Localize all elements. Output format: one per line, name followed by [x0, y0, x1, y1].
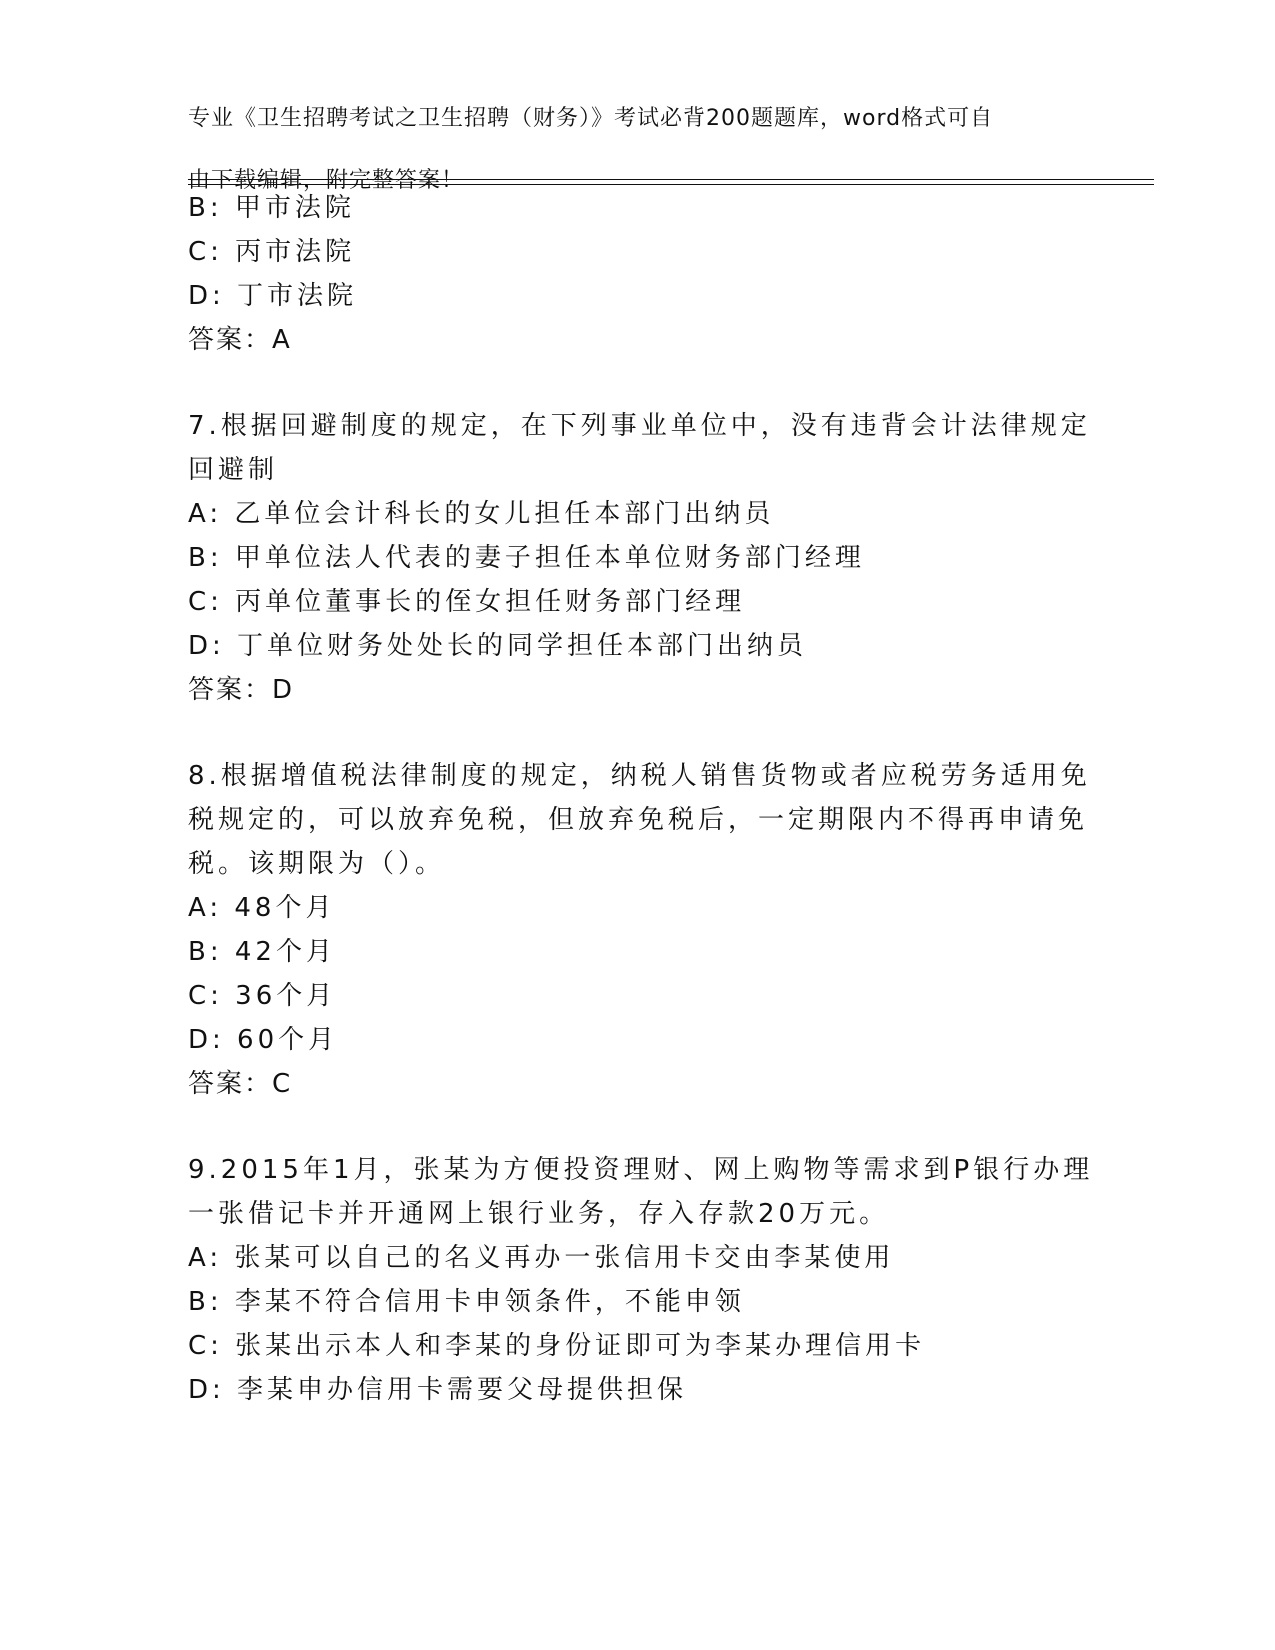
prev-option-c: C: 丙市法院	[188, 237, 356, 267]
q9-text-line-2: 一张借记卡并开通网上银行业务，存入存款20万元。	[188, 1199, 890, 1229]
q9-option-d: D: 李某申办信用卡需要父母提供担保	[188, 1375, 688, 1405]
q8-text-line-2: 税规定的，可以放弃免税，但放弃免税后，一定期限内不得再申请免	[188, 805, 1089, 835]
header-line-1: 专业《卫生招聘考试之卫生招聘（财务）》考试必背200题题库，word格式可自	[188, 106, 994, 131]
header-divider-top	[188, 179, 1154, 180]
q8-option-b: B: 42个月	[188, 937, 336, 967]
prev-option-b: B: 甲市法院	[188, 193, 355, 223]
q9-option-a: A: 张某可以自己的名义再办一张信用卡交由李某使用	[188, 1243, 895, 1273]
q9-option-c: C: 张某出示本人和李某的身份证即可为李某办理信用卡	[188, 1331, 926, 1361]
q7-answer: 答案：D	[188, 675, 295, 705]
q7-option-a: A: 乙单位会计科长的女儿担任本部门出纳员	[188, 499, 775, 529]
q8-text-line-3: 税。该期限为（）。	[188, 849, 446, 879]
prev-answer: 答案：A	[188, 325, 292, 355]
header-line-2: 由下载编辑，附完整答案！	[188, 168, 465, 193]
q7-option-b: B: 甲单位法人代表的妻子担任本单位财务部门经理	[188, 543, 865, 573]
q8-answer: 答案：C	[188, 1069, 293, 1099]
prev-option-d: D: 丁市法院	[188, 281, 358, 311]
q8-text-line-1: 8.根据增值税法律制度的规定，纳税人销售货物或者应税劳务适用免	[188, 761, 1091, 791]
header-divider-bottom	[188, 184, 1154, 185]
q7-option-d: D: 丁单位财务处处长的同学担任本部门出纳员	[188, 631, 808, 661]
q8-option-a: A: 48个月	[188, 893, 336, 923]
q9-text-line-1: 9.2015年1月，张某为方便投资理财、网上购物等需求到P银行办理	[188, 1155, 1094, 1185]
q8-option-c: C: 36个月	[188, 981, 337, 1011]
q7-text-line-1: 7.根据回避制度的规定，在下列事业单位中，没有违背会计法律规定	[188, 411, 1091, 441]
q9-option-b: B: 李某不符合信用卡申领条件，不能申领	[188, 1287, 745, 1317]
q7-text-line-2: 回避制	[188, 455, 279, 485]
q8-option-d: D: 60个月	[188, 1025, 339, 1055]
q7-option-c: C: 丙单位董事长的侄女担任财务部门经理	[188, 587, 746, 617]
